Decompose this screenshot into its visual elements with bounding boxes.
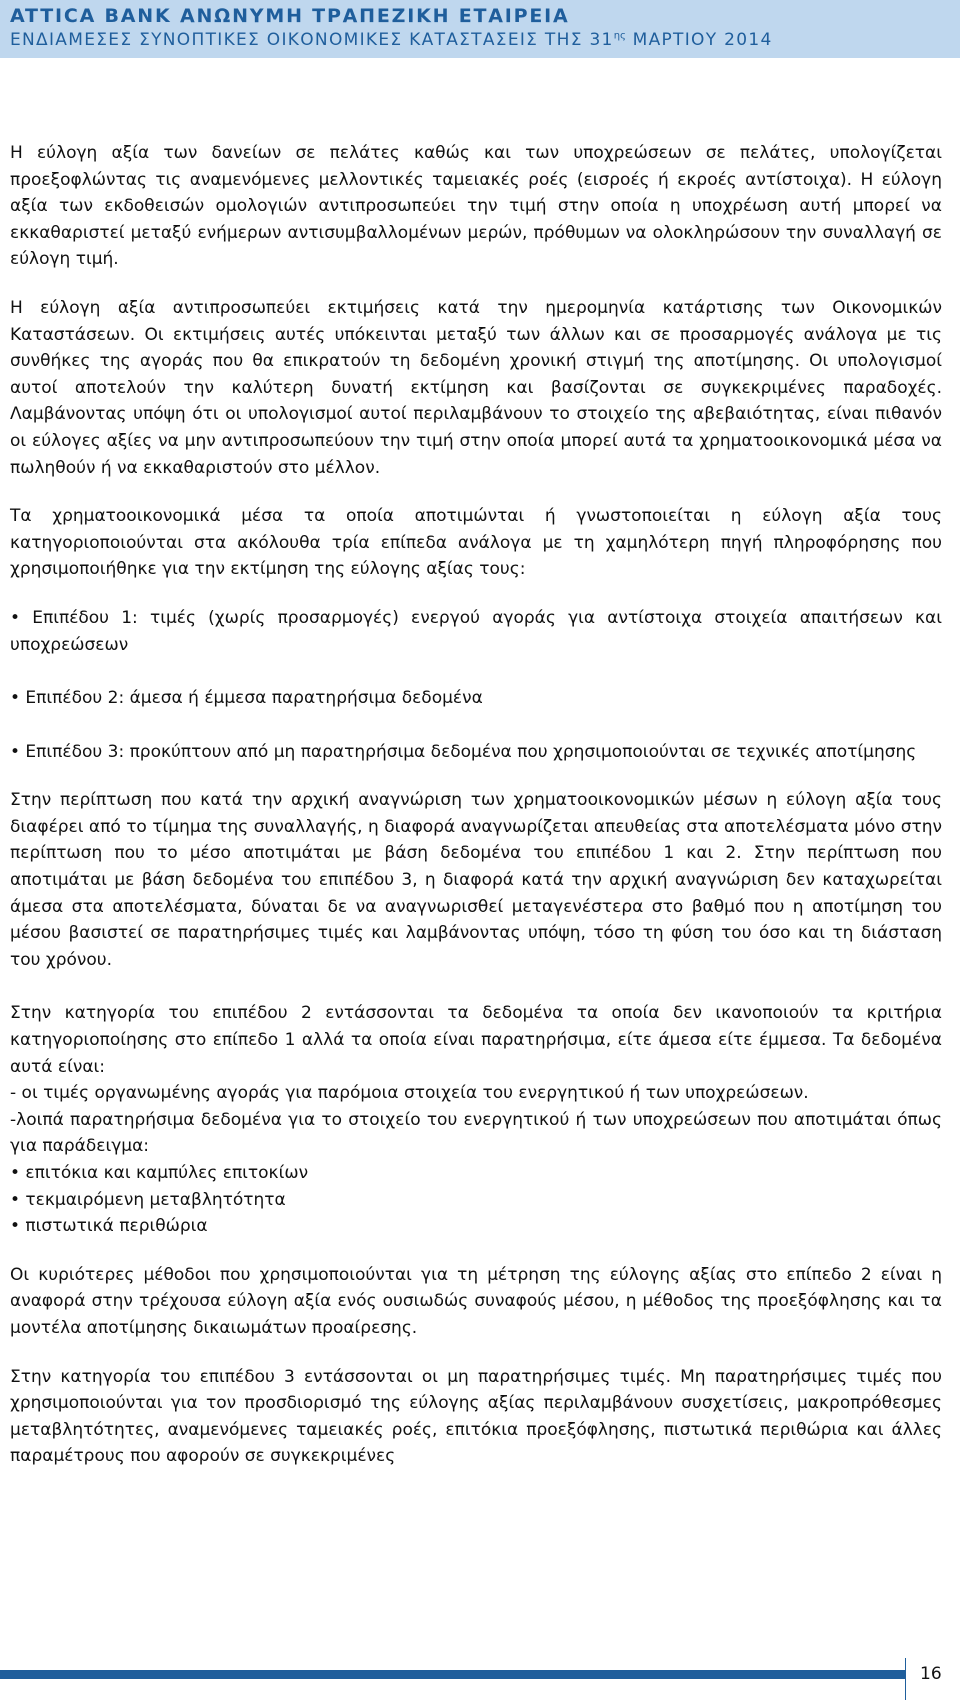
header-subtitle-main: ΕΝΔΙΑΜΕΣΕΣ ΣΥΝΟΠΤΙΚΕΣ ΟΙΚΟΝΟΜΙΚΕΣ ΚΑΤΑΣΤΑΣΕΙΣ ΤΗΣ 31 — [10, 30, 614, 50]
paragraph-fair-value-loans: Η εύλογη αξία των δανείων σε πελάτες καθώς και των υποχρεώσεων σε πελάτες, υπολογίζεται προεξοφλώντας τις αναμενόμενες μελλοντικές ταμειακές ροές (εισροές ή εκροές αντίστοιχα). Η εύλογη αξία των εκδοθεισών ομολογιών αντιπροσωπεύει την τιμή στην οποία η υποχρέωση αυτή μπορεί να εκκαθαριστεί μεταξύ ενήμερων αντισυμβαλλομένων μερών, πρόθυμων να ολοκληρώσουν την συναλλαγή σε εύλογη τιμή. — [10, 143, 942, 270]
header-subtitle — [10, 30, 773, 50]
list-item-level-1: • Επιπέδου 1: τιμές (χωρίς προσαρμογές) ενεργού αγοράς για αντίστοιχα στοιχεία απαιτήσεων και υποχρεώσεων — [10, 607, 942, 655]
page-header — [0, 0, 960, 58]
list-item-level-3: • Επιπέδου 3: προκύπτουν από μη παρατηρήσιμα δεδομένα που χρησιμοποιούνται σε τεχνικές αποτίμησης — [10, 741, 917, 762]
paragraph-initial-recognition: Στην περίπτωση που κατά την αρχική αναγνώριση των χρηματοοικονομικών μέσων η εύλογη αξία τους διαφέρει από το τίμημα της συναλλαγής, η διαφορά αναγνωρίζεται απευθείας στα αποτελέσματα μόνο στην περίπτωση που το μέσο αποτιμάται με βάση δεδομένα του επιπέδου 1 και 2. Στην περίπτωση που αποτιμάται με βάση δεδομένα του επιπέδου 3, η διαφορά κατά την αρχική αναγνώριση δεν καταχωρείται άμεσα στα αποτελέσματα, δύναται δε να αναγνωρισθεί μεταγενέστερα στο βαθμό που η αποτίμηση του μέσου βασιστεί σε παρατηρήσιμες τιμές και λαμβάνοντας υπόψη, τόσο τη φύση του όσο και τη διάσταση του χρόνου. — [10, 790, 942, 970]
page-number: 16 — [920, 1664, 942, 1684]
paragraph-fair-value-estimates: Η εύλογη αξία αντιπροσωπεύει εκτιμήσεις κατά την ημερομηνία κατάρτισης των Οικονομικών Καταστάσεων. Οι εκτιμήσεις αυτές υπόκεινται μεταξύ των άλλων και σε προσαρμογές ανάλογα με τις συνθήκες της αγοράς που θα επικρατούν τη δεδομένη χρονική στιγμή της αποτίμησης. Οι υπολογισμοί αυτοί αποτελούν την καλύτερη δυνατή εκτίμηση και βασίζονται σε συγκεκριμένες παραδοχές. Λαμβάνοντας υπόψη ότι οι υπολογισμοί αυτοί περιλαμβάνουν το στοιχείο της αβεβαιότητας, είναι πιθανόν οι εύλογες αξίες να μην αντιπροσωπεύουν την τιμή στην οποία μπορεί αυτά τα χρηματοοικονομικά μέσα να πωληθούν ή να εκκαθαριστούν στο μέλλον. — [10, 297, 942, 478]
list-item-credit-spreads: • πιστωτικά περιθώρια — [10, 1216, 208, 1237]
list-item-interest-rates: • επιτόκια και καμπύλες επιτοκίων — [10, 1163, 309, 1183]
paragraph-hierarchy-intro: Τα χρηματοοικονομικά μέσα τα οποία αποτιμώνται ή γνωστοποιείται η εύλογη αξία τους κατηγοριοποιούνται στα ακόλουθα τρία επίπεδα ανάλογα με τη χαμηλότερη πηγή πληροφόρησης που χρησιμοποιήθηκε για την εκτίμηση της εύλογης αξίας τους: — [10, 506, 942, 580]
level-2-item-other-inputs: -λοιπά παρατηρήσιμα δεδομένα για το στοιχείο του ενεργητικού ή των υποχρεώσεων που αποτιμάται όπως για παράδειγμα: — [10, 1109, 942, 1157]
header-title: ATTICA BANK ΑΝΩΝΥΜΗ ΤΡΑΠΕΖΙΚΗ ΕΤΑΙΡΕΙΑ — [10, 5, 570, 27]
paragraph-level-2-intro: Στην κατηγορία του επιπέδου 2 εντάσσονται τα δεδομένα τα οποία δεν ικανοποιούν τα κριτήρια κατηγοριοποίησης στο επίπεδο 1 αλλά τα οποία είναι παρατηρήσιμα, είτε άμεσα είτε έμμεσα. Τα δεδομένα αυτά είναι: — [10, 1003, 942, 1077]
document-body — [10, 140, 942, 1492]
list-item-level-2: • Επιπέδου 2: άμεσα ή έμμεσα παρατηρήσιμα δεδομένα — [10, 688, 483, 709]
paragraph-level-2-methods: Οι κυριότερες μέθοδοι που χρησιμοποιούνται για τη μέτρηση της εύλογης αξίας στο επίπεδο 2 είναι η αναφορά στην τρέχουσα εύλογη αξία ενός ουσιωδώς συναφούς μέσου, η μέθοδος της προεξόφλησης και τα μοντέλα αποτίμησης δικαιωμάτων προαίρεσης. — [10, 1264, 942, 1338]
footer-bar — [0, 1670, 905, 1679]
level-2-item-market-prices: - οι τιμές οργανωμένης αγοράς για παρόμοια στοιχεία του ενεργητικού ή των υποχρεώσεων. — [10, 1083, 809, 1104]
list-item-implied-volatility: • τεκμαιρόμενη μεταβλητότητα — [10, 1189, 286, 1210]
paragraph-level-3: Στην κατηγορία του επιπέδου 3 εντάσσονται οι μη παρατηρήσιμες τιμές. Μη παρατηρήσιμες τιμές που χρησιμοποιούνται για τον προσδιορισμό της εύλογης αξίας περιλαμβάνουν συσχετίσεις, μακροπρόθεσμες μεταβλητότητες, αναμενόμενες ταμειακές ροές, επιτόκια προεξόφλησης, πιστωτικά περιθώρια και άλλες παραμέτρους που αφορούν σε συγκεκριμένες — [10, 1366, 942, 1467]
level-2-description — [10, 1000, 942, 1239]
header-subtitle-date: ΜΑΡΤΙΟΥ 2014 — [625, 30, 773, 50]
header-subtitle-superscript: ης — [613, 30, 626, 42]
